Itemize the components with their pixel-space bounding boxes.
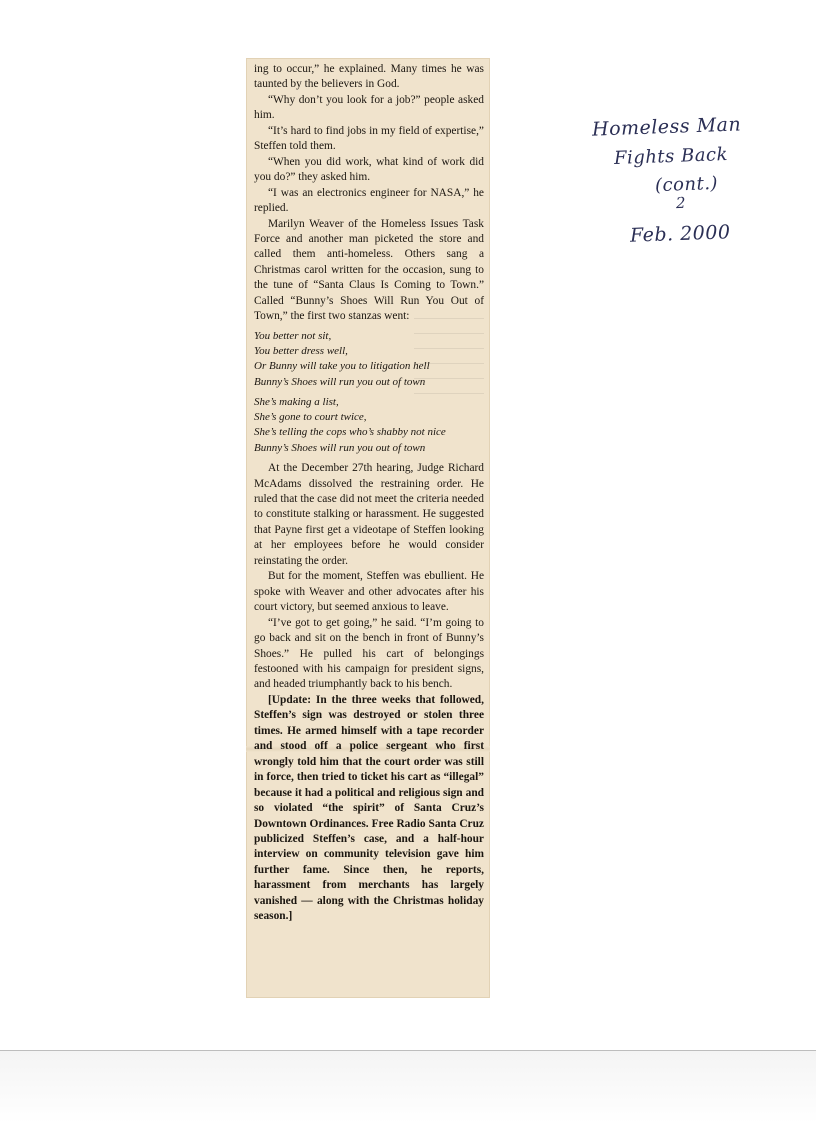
article-paragraph: At the December 27th hearing, Judge Richard McAdams dissolved the restraining order. He ruled that the case did not meet the criteria needed to constitute stalking or harassment. He suggested that Payne first get a videotape of Steffen looking at her employees before he would consider reinstating the order. (254, 462, 484, 567)
verse-line: You better dress well, (254, 345, 348, 357)
handwritten-title: Homeless Man (591, 113, 742, 141)
newspaper-clipping (246, 58, 490, 998)
article-paragraph: Marilyn Weaver of the Homeless Issues Task Force and another man picketed the store and called them anti-homeless. Others sang a Christmas carol written for the occasion, sung to the tune of “Santa Claus Is Coming to Town.” Called “Bunny’s Shoes Will Run You Out of Town,” the first two stanzas went: (254, 217, 484, 323)
verse-line: She’s making a list, (254, 395, 339, 408)
verse-line: Bunny’s Shoes will run you out of town (254, 375, 426, 388)
verse-line: Or Bunny will take you to litigation hell (254, 360, 430, 373)
article-paragraph: “When you did work, what kind of work did you do?” they asked him. (254, 155, 484, 184)
article-paragraph: “It’s hard to find jobs in my field of expertise,” Steffen told them. (254, 124, 484, 153)
handwritten-date: Feb. 2000 (629, 221, 731, 247)
article-paragraph: “I’ve got to get going,” he said. “I’m going to go back and sit on the bench in front of Bunny’s Shoes.” He pulled his cart of belongings festooned with his campaign for president signs, and headed triumphantly back to his bench. (254, 616, 484, 691)
carol-stanza-2 (254, 395, 484, 456)
handwritten-title-2: Fights Back (613, 144, 729, 169)
article-paragraph: “I was an electronics engineer for NASA,” he replied. (254, 186, 484, 215)
article-paragraph: ing to occur,” he explained. Many times he was taunted by the believers in God. (254, 63, 484, 91)
article-column (254, 62, 484, 925)
update-paragraph: [Update: In the three weeks that followed, Steffen’s sign was destroyed or stolen three times. He armed himself with a tape recorder and stood off a police sergeant who first wrongly told him that the court order was still in force, then tried to ticket his cart as “illegal” because it had a political and religious sign and so violated “the spirit” of Santa Cruz’s Downtown Ordinances. Free Radio Santa Cruz publicized Steffen’s case, and a half-hour interview on community television gave him further fame. Since then, he reports, harassment from merchants has largely vanished — along with the Christmas holiday season.] (254, 693, 484, 923)
verse-line: Bunny’s Shoes will run you out of town (254, 441, 426, 454)
article-paragraph: But for the moment, Steffen was ebullient. He spoke with Weaver and other advocates after his court victory, but seemed anxious to leave. (254, 570, 484, 614)
article-paragraph: “Why don’t you look for a job?” people asked him. (254, 93, 484, 122)
verse-line: She’s telling the cops who’s shabby not nice (254, 426, 446, 439)
handwritten-page-number: 2 (675, 193, 687, 213)
verse-line: You better not sit, (254, 329, 332, 342)
verse-line: She’s gone to court twice, (254, 411, 367, 424)
carol-stanza-1 (254, 329, 484, 390)
scanner-edge-shade (0, 1051, 816, 1123)
handwritten-continued: (cont.) (654, 172, 719, 197)
